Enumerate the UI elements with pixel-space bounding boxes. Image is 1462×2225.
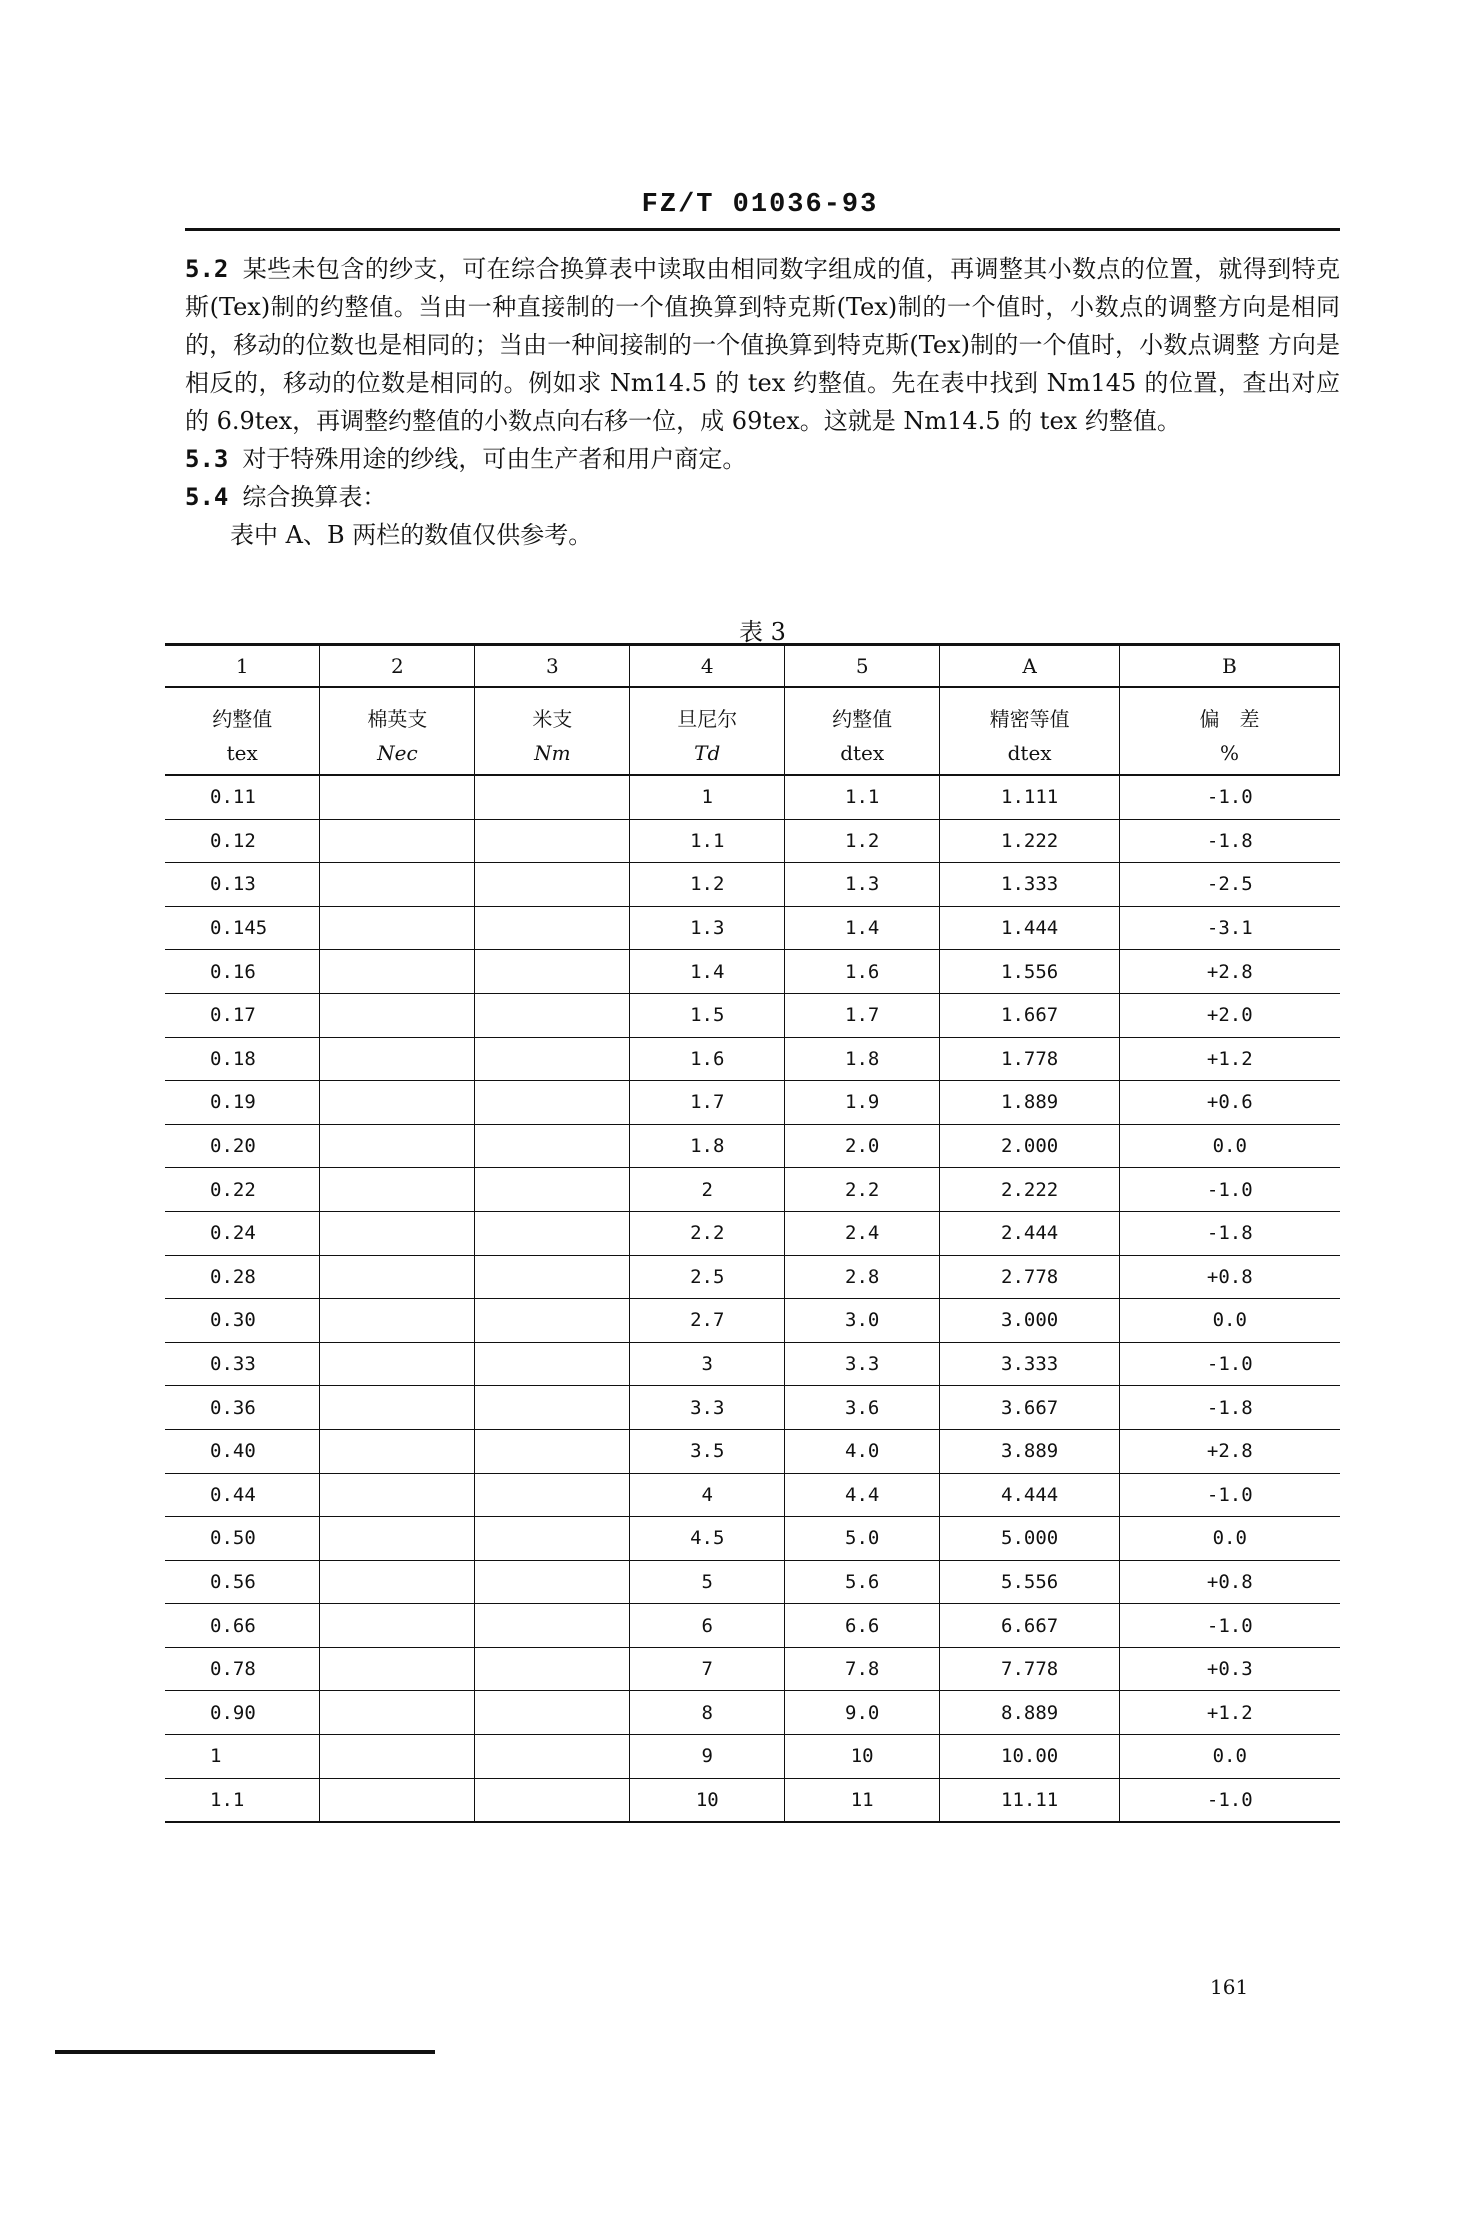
paragraph-5-2 [185, 250, 1340, 440]
column-name-row [165, 687, 1340, 732]
table-cell: 1.889 [940, 1081, 1120, 1125]
table-cell: 1.8 [630, 1124, 785, 1168]
table-cell: 2.000 [940, 1124, 1120, 1168]
table-cell: 0.18 [165, 1037, 320, 1081]
table-cell: 1 [630, 775, 785, 819]
table-row [165, 863, 1340, 907]
table-row [165, 993, 1340, 1037]
table-cell: 0.17 [165, 993, 320, 1037]
table-cell: +1.2 [1120, 1037, 1340, 1081]
table-cell: 1.7 [630, 1081, 785, 1125]
table-cell: 7.778 [940, 1647, 1120, 1691]
table-cell: +0.8 [1120, 1255, 1340, 1299]
table-cell: 8 [630, 1691, 785, 1735]
column-unit: tex [165, 732, 320, 775]
table-row [165, 1037, 1340, 1081]
table-cell: 0.145 [165, 906, 320, 950]
header-rule [185, 228, 1340, 231]
table-cell: 1.2 [785, 819, 940, 863]
table-cell [320, 1299, 475, 1343]
table-cell [320, 906, 475, 950]
column-unit: dtex [940, 732, 1120, 775]
table-cell: 5 [630, 1560, 785, 1604]
table-row [165, 1255, 1340, 1299]
table-cell: 1.778 [940, 1037, 1120, 1081]
paragraph-note [185, 516, 1340, 554]
table-cell: 3.0 [785, 1299, 940, 1343]
table-cell: 3 [630, 1342, 785, 1386]
table-row [165, 1211, 1340, 1255]
table-cell [475, 1255, 630, 1299]
table-cell: 1.4 [630, 950, 785, 994]
table-cell: 1.667 [940, 993, 1120, 1037]
table-cell: +0.6 [1120, 1081, 1340, 1125]
table-cell [320, 1735, 475, 1779]
table-row [165, 1735, 1340, 1779]
table-row [165, 1647, 1340, 1691]
table-cell: 11 [785, 1778, 940, 1822]
table-cell: 0.24 [165, 1211, 320, 1255]
table-cell: 2.222 [940, 1168, 1120, 1212]
table-cell: 0.50 [165, 1517, 320, 1561]
table-cell: 10 [630, 1778, 785, 1822]
table-cell: 0.0 [1120, 1299, 1340, 1343]
table-cell [320, 863, 475, 907]
table-cell [320, 1517, 475, 1561]
table-cell: 3.3 [785, 1342, 940, 1386]
table-cell: 0.19 [165, 1081, 320, 1125]
table-cell [320, 1691, 475, 1735]
table-cell [320, 1386, 475, 1430]
table-cell [320, 1255, 475, 1299]
table-cell: -1.8 [1120, 1386, 1340, 1430]
table-cell [475, 1647, 630, 1691]
column-unit-row [165, 732, 1340, 775]
table-cell [320, 1560, 475, 1604]
table-row [165, 1386, 1340, 1430]
table-cell: 0.90 [165, 1691, 320, 1735]
table-cell: +0.8 [1120, 1560, 1340, 1604]
table-cell [475, 1211, 630, 1255]
table-row [165, 1691, 1340, 1735]
paragraph-text: 某些未包含的纱支，可在综合换算表中读取由相同数字组成的值，再调整其小数点的位置，就得到特克斯(Tex)制的约整值。当由一种直接制的一个值换算到特克斯(Tex)制的一个值时，小数点的调整方向是相同的，移动的位数也是相同的；当由一种间接制的一个值换算到特克斯(Tex)制的一个值时，小数点调整 方向是相反的，移动的位数是相同的。例如求 Nm14.5 的 tex 约整值。先在表中找到 Nm145 的位置，查出对应的 6.9tex，再调整约整值的小数点向右移一位，成 69tex。这就是 Nm14.5 的 tex 约整值。 [185, 255, 1340, 435]
table-row [165, 1604, 1340, 1648]
table-cell: 0.28 [165, 1255, 320, 1299]
table-cell [475, 1778, 630, 1822]
table-cell [320, 1211, 475, 1255]
table-cell: 11.11 [940, 1778, 1120, 1822]
column-name: 精密等值 [940, 687, 1120, 732]
table-cell: -1.0 [1120, 1604, 1340, 1648]
table-cell: 1.6 [785, 950, 940, 994]
table-cell [320, 1124, 475, 1168]
column-name: 约整值 [785, 687, 940, 732]
table-cell: 0.78 [165, 1647, 320, 1691]
table-cell: -1.8 [1120, 1211, 1340, 1255]
table-cell [320, 1473, 475, 1517]
table-cell: 0.33 [165, 1342, 320, 1386]
footer-rule [55, 2050, 435, 2054]
table-cell [320, 993, 475, 1037]
table-cell: 1.8 [785, 1037, 940, 1081]
table-cell [320, 1429, 475, 1473]
table-cell: 0.40 [165, 1429, 320, 1473]
table-cell: 1.6 [630, 1037, 785, 1081]
column-unit: Nm [475, 732, 630, 775]
column-unit: Td [630, 732, 785, 775]
table-cell: 3.000 [940, 1299, 1120, 1343]
table-cell: 0.30 [165, 1299, 320, 1343]
table-row [165, 1342, 1340, 1386]
standard-code-header: FZ/T 01036-93 [641, 190, 879, 220]
table-cell: 5.000 [940, 1517, 1120, 1561]
table-cell: -2.5 [1120, 863, 1340, 907]
table-cell: 0.0 [1120, 1517, 1340, 1561]
table-cell [320, 1081, 475, 1125]
table-cell: 7 [630, 1647, 785, 1691]
table-cell: 1.2 [630, 863, 785, 907]
table-cell: -3.1 [1120, 906, 1340, 950]
column-number: B [1120, 645, 1340, 688]
table-cell: 1.1 [165, 1778, 320, 1822]
table-cell: 0.66 [165, 1604, 320, 1648]
table-row [165, 906, 1340, 950]
table-cell: 4.0 [785, 1429, 940, 1473]
table-cell: 0.56 [165, 1560, 320, 1604]
section-number: 5.2 [185, 255, 229, 283]
column-name: 约整值 [165, 687, 320, 732]
column-name: 棉英支 [320, 687, 475, 732]
table-cell: 2.778 [940, 1255, 1120, 1299]
table-cell: 2.4 [785, 1211, 940, 1255]
table-cell: +2.0 [1120, 993, 1340, 1037]
column-name: 米支 [475, 687, 630, 732]
table-cell [320, 819, 475, 863]
table-cell [475, 819, 630, 863]
table-cell: -1.0 [1120, 1778, 1340, 1822]
table-cell: 6.667 [940, 1604, 1120, 1648]
table-row [165, 1124, 1340, 1168]
section-number: 5.4 [185, 483, 229, 511]
table-cell: +2.8 [1120, 1429, 1340, 1473]
table-cell: 10.00 [940, 1735, 1120, 1779]
table-cell: 10 [785, 1735, 940, 1779]
table-cell: 3.6 [785, 1386, 940, 1430]
paragraph-text: 对于特殊用途的纱线，可由生产者和用户商定。 [242, 445, 747, 473]
table-cell: 1.222 [940, 819, 1120, 863]
table-row [165, 1429, 1340, 1473]
table-cell [475, 1691, 630, 1735]
table-cell: 0.36 [165, 1386, 320, 1430]
column-name: 旦尼尔 [630, 687, 785, 732]
page-number: 161 [1210, 1975, 1249, 1999]
table-cell: 1.9 [785, 1081, 940, 1125]
table-row [165, 1168, 1340, 1212]
table-cell [320, 950, 475, 994]
table-caption: 表 3 [739, 618, 786, 646]
table-cell [475, 1735, 630, 1779]
column-unit: Nec [320, 732, 475, 775]
table-cell: 9 [630, 1735, 785, 1779]
table-cell: 0.13 [165, 863, 320, 907]
column-number-row [165, 645, 1340, 688]
table-cell: 4 [630, 1473, 785, 1517]
table-cell: 1.556 [940, 950, 1120, 994]
column-name: 偏 差 [1120, 687, 1340, 732]
conversion-table [165, 643, 1340, 1823]
table-cell: 4.444 [940, 1473, 1120, 1517]
table-cell: 7.8 [785, 1647, 940, 1691]
table-cell: +2.8 [1120, 950, 1340, 994]
table-cell: 2.2 [630, 1211, 785, 1255]
table-cell: 5.6 [785, 1560, 940, 1604]
table-cell: 4.5 [630, 1517, 785, 1561]
table-cell [320, 1647, 475, 1691]
table-cell: 8.889 [940, 1691, 1120, 1735]
table-cell [475, 775, 630, 819]
table-cell: 1.4 [785, 906, 940, 950]
table-cell: +1.2 [1120, 1691, 1340, 1735]
table-cell: 2 [630, 1168, 785, 1212]
table-row [165, 1081, 1340, 1125]
table-cell: 0.11 [165, 775, 320, 819]
table-row [165, 775, 1340, 819]
table-cell: 2.5 [630, 1255, 785, 1299]
table-cell: +0.3 [1120, 1647, 1340, 1691]
table-cell [475, 1037, 630, 1081]
column-unit: dtex [785, 732, 940, 775]
table-cell: 2.0 [785, 1124, 940, 1168]
table-cell: -1.0 [1120, 775, 1340, 819]
table-cell [475, 950, 630, 994]
column-number: 2 [320, 645, 475, 688]
table-cell: 2.444 [940, 1211, 1120, 1255]
table-cell [475, 1604, 630, 1648]
table-cell: 3.889 [940, 1429, 1120, 1473]
table-cell [320, 1604, 475, 1648]
table-cell [475, 1429, 630, 1473]
column-number: 4 [630, 645, 785, 688]
table-cell: 1.1 [785, 775, 940, 819]
table-cell: 0.0 [1120, 1735, 1340, 1779]
table-cell: 0.16 [165, 950, 320, 994]
table-cell [475, 1386, 630, 1430]
table-cell: 1.444 [940, 906, 1120, 950]
table-cell: 1.3 [630, 906, 785, 950]
column-number: A [940, 645, 1120, 688]
table-cell: 2.8 [785, 1255, 940, 1299]
table-cell: 3.333 [940, 1342, 1120, 1386]
table-cell: 5.0 [785, 1517, 940, 1561]
table-cell: 1.1 [630, 819, 785, 863]
table-cell: 3.5 [630, 1429, 785, 1473]
table-cell [475, 1124, 630, 1168]
paragraph-5-4 [185, 478, 1340, 516]
table-cell: 0.44 [165, 1473, 320, 1517]
table-cell: 5.556 [940, 1560, 1120, 1604]
table-cell: -1.0 [1120, 1473, 1340, 1517]
table-cell [475, 1299, 630, 1343]
column-unit: % [1120, 732, 1340, 775]
table-cell: 3.3 [630, 1386, 785, 1430]
table-cell: 1.7 [785, 993, 940, 1037]
table-row [165, 1517, 1340, 1561]
table-cell: 9.0 [785, 1691, 940, 1735]
table-cell: 0.22 [165, 1168, 320, 1212]
paragraph-text: 表中 A、B 两栏的数值仅供参考。 [230, 521, 593, 549]
table-cell: 2.7 [630, 1299, 785, 1343]
table-cell [475, 1081, 630, 1125]
table-cell [320, 1168, 475, 1212]
table-cell [475, 993, 630, 1037]
paragraph-5-3 [185, 440, 1340, 478]
table-row [165, 950, 1340, 994]
table-cell [320, 1778, 475, 1822]
table-cell: 0.12 [165, 819, 320, 863]
table-cell: 1.3 [785, 863, 940, 907]
table-body [165, 775, 1340, 1822]
column-number: 5 [785, 645, 940, 688]
table-cell: 6 [630, 1604, 785, 1648]
table-cell: 4.4 [785, 1473, 940, 1517]
table-cell: -1.0 [1120, 1168, 1340, 1212]
table-row [165, 1560, 1340, 1604]
table-cell [320, 1342, 475, 1386]
table-cell: 6.6 [785, 1604, 940, 1648]
table-cell [475, 1560, 630, 1604]
table-cell [320, 775, 475, 819]
column-number: 3 [475, 645, 630, 688]
table-cell [475, 1168, 630, 1212]
section-number: 5.3 [185, 445, 229, 473]
table-cell: 1.5 [630, 993, 785, 1037]
table-cell [475, 1342, 630, 1386]
table-cell: 3.667 [940, 1386, 1120, 1430]
table-cell: 1.333 [940, 863, 1120, 907]
table-cell: 0.0 [1120, 1124, 1340, 1168]
table-cell: 1 [165, 1735, 320, 1779]
table-cell: -1.0 [1120, 1342, 1340, 1386]
table-row [165, 1473, 1340, 1517]
body-text [185, 250, 1340, 554]
table-cell [475, 863, 630, 907]
table-cell [475, 906, 630, 950]
table-cell [320, 1037, 475, 1081]
table-cell: 2.2 [785, 1168, 940, 1212]
table-cell: 1.111 [940, 775, 1120, 819]
table-row [165, 1778, 1340, 1822]
table-cell: 0.20 [165, 1124, 320, 1168]
table-cell: -1.8 [1120, 819, 1340, 863]
table-cell [475, 1517, 630, 1561]
table-cell [475, 1473, 630, 1517]
table-row [165, 1299, 1340, 1343]
paragraph-text: 综合换算表： [242, 483, 387, 511]
column-number: 1 [165, 645, 320, 688]
table-row [165, 819, 1340, 863]
